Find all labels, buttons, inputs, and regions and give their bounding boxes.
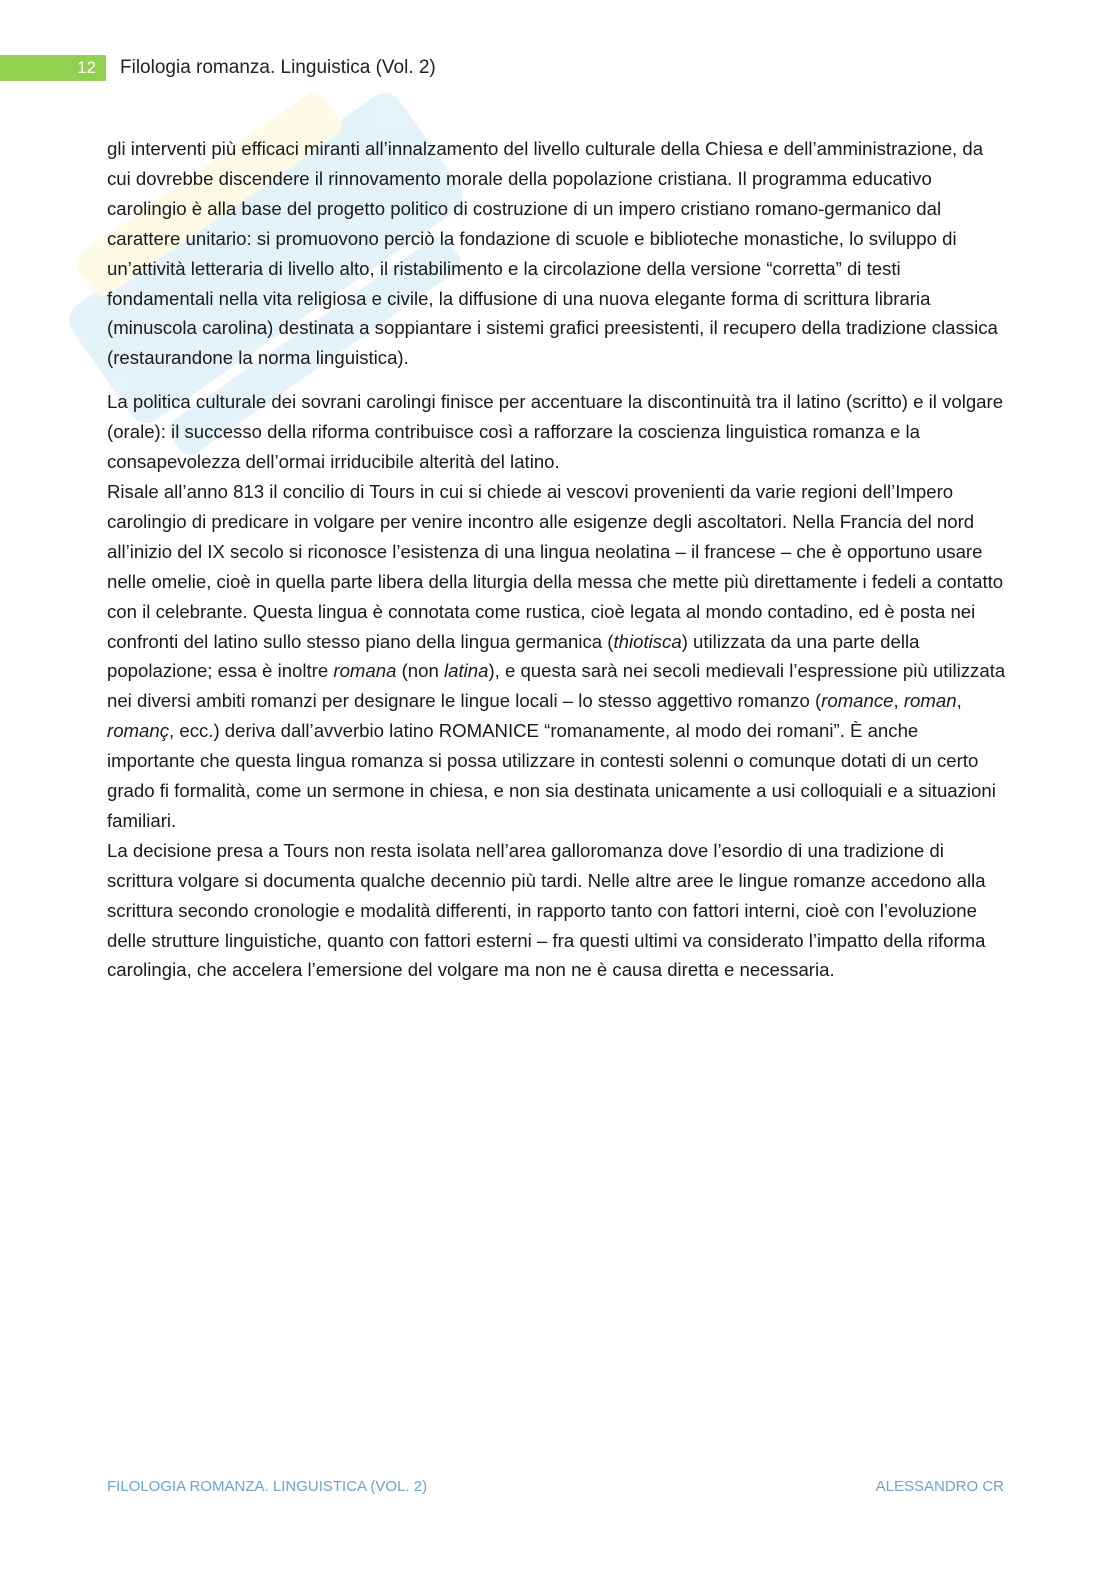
text-run: ,: [893, 690, 904, 712]
page-number: 12: [77, 58, 96, 77]
text-run: , ecc.) deriva dall’avverbio latino ROMANICE “romanamente, al modo dei romani”. È anche importante che questa lingua romanza si possa utilizzare in contesti solenni o comunque dotati di un certo grado fi formalità, come un sermone in chiesa, e non sia destinata unicamente a usi colloquiali e a situazioni familiari.: [107, 720, 996, 831]
italic-term: romanç: [107, 720, 170, 742]
italic-term: latina: [443, 660, 489, 682]
text-run: ), e questa sarà nei secoli medievali l’espressione più utilizzata nei diversi ambiti romanzi per designare le lingue locali – lo stesso aggettivo romanzo (: [107, 660, 1006, 712]
footer-title: FILOLOGIA ROMANZA. LINGUISTICA (VOL. 2): [107, 1478, 428, 1495]
italic-term: roman: [903, 690, 957, 712]
footer-author: ALESSANDRO CR: [875, 1478, 1004, 1495]
italic-term: thiotisca: [613, 630, 682, 652]
text-run: La decisione presa a Tours non resta isolata nell’area galloromanza dove l’esordio di una tradizione di scrittura volgare si documenta qualche decennio più tardi. Nelle altre aree le lingue romanze accedono alla scrittura secondo cronologie e modalità differenti, in rapporto tanto con fattori interni, cioè con l’evoluzione delle strutture linguistiche, quanto con fattori esterni – fra questi ultimi va considerato l’impatto della riforma carolingia, che accelera l’emersione del volgare ma non ne è causa diretta e necessaria.: [107, 839, 986, 981]
paragraph: [107, 477, 1007, 836]
running-title: Filologia romanza. Linguistica (Vol. 2): [120, 57, 436, 78]
text-run: gli interventi più efficaci miranti all’innalzamento del livello culturale della Chiesa e dell’amministrazione, da cui dovrebbe discendere il rinnovamento morale della popolazione cristiana. Il programma educativo carolingio è alla base del progetto politico di costruzione di un impero cristiano romano-germanico dal carattere unitario: si promuovono perciò la fondazione di scuole e biblioteche monastiche, lo sviluppo di un’attività letteraria di livello alto, il ristabilimento e la circolazione della versione “corretta” di testi fondamentali nella vita religiosa e civile, la diffusione di una nuova elegante forma di scrittura libraria (minuscola carolina) destinata a soppiantare i sistemi grafici preesistenti, il recupero della tradizione classica (restaurandone la norma linguistica).: [107, 138, 998, 369]
text-run: ) utilizzata da una parte della popolazione; essa è inoltre: [107, 630, 920, 682]
text-run: Risale all’anno 813 il concilio di Tours in cui si chiede ai vescovi provenienti da varie regioni dell’Impero carolingio di predicare in volgare per venire incontro alle esigenze degli ascoltatori. Nella Francia del nord all’inizio del IX secolo si riconosce l’esistenza di una lingua neolatina – il francese – che è opportuno usare nelle omelie, cioè in quella parte libera della liturgia della messa che mette più direttamente i fedeli a contatto con il celebrante. Questa lingua è connotata come rustica, cioè legata al mondo contadino, ed è posta nei confronti del latino sullo stesso piano della lingua germanica (: [107, 480, 1004, 652]
text-run: ,: [956, 690, 962, 712]
body-text: [107, 134, 1007, 985]
paragraph: [107, 836, 1007, 986]
paragraph: [107, 134, 1007, 373]
text-run: (non: [396, 660, 444, 682]
text-run: La politica culturale dei sovrani carolingi finisce per accentuare la discontinuità tra il latino (scritto) e il volgare (orale): il successo della riforma contribuisce così a rafforzare la coscienza linguistica romanza e la consapevolezza dell’ormai irriducibile alterità del latino.: [107, 391, 1004, 473]
italic-term: romana: [333, 660, 397, 682]
italic-term: romance: [821, 690, 894, 712]
paragraph: [107, 387, 1007, 477]
